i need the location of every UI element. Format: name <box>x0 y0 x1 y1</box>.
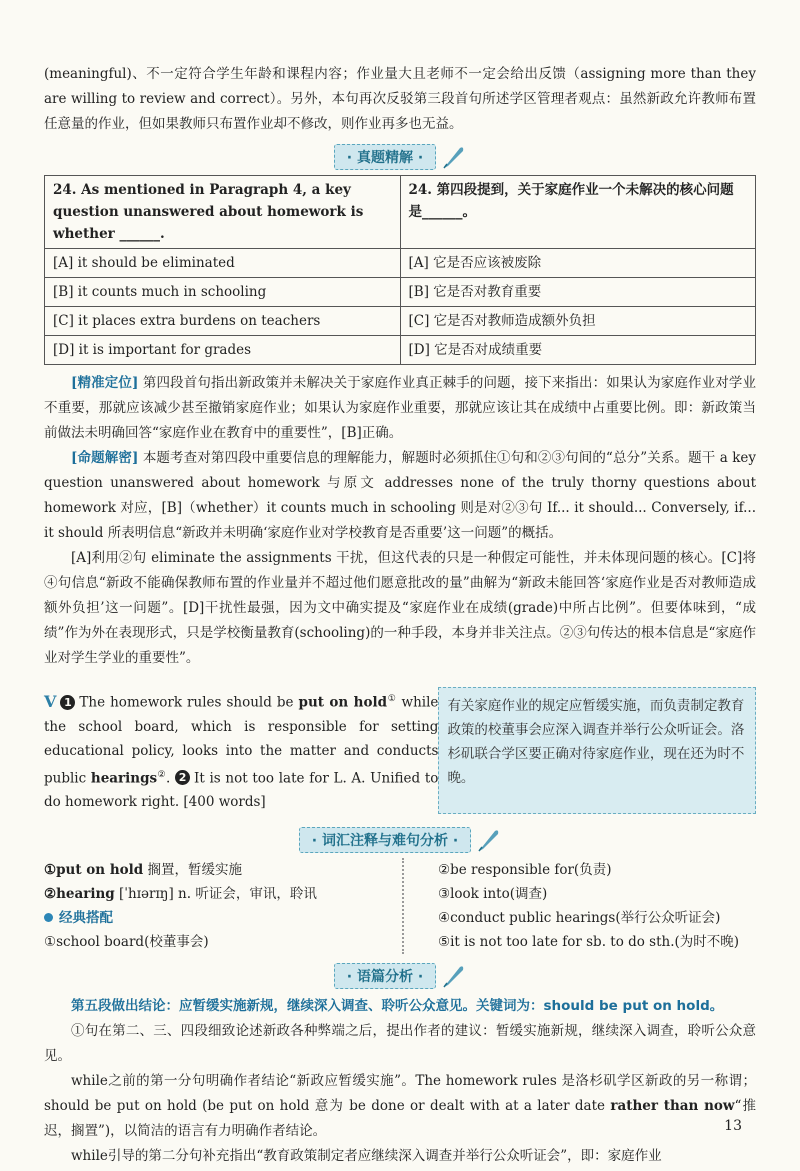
intro-paragraph: (meaningful)、不一定符合学生年龄和课程内容；作业量大且老师不一定会给出反馈（assigning more than they are willing to review and correct）。另外，本句再次反驳第三段首句所述学区管理者观点：虽然新政允许教师布置任意量的作业，但如果教师只布置作业却不修改，则作业再多也无益。 <box>44 66 756 132</box>
bullet-dot-icon <box>44 913 53 922</box>
discourse-paragraph: while之前的第一分句明确作者结论“新政应暂缓实施”。The homework rules 是洛杉矶学区新政的另一称谓；should be put on hold (be put on hold 意为 be done or dealt with at a later date rather than now“推迟，搁置”)，以简洁的语言有力明确作者结论。 <box>44 1073 756 1139</box>
keyword-hearings: hearings <box>90 770 158 786</box>
analysis-decode-text: 本题考查对第四段中重要信息的理解能力，解题时必须抓住①句和②③句间的“总分”关系。题干 a key question unanswered about homework 与原文 addresses none of the truly thorny questions about homework 对应，[B]（whether）it counts much in schooling 则是对②③句 If... it should... Conversely, if... it should 所表明信息“新政并未明确‘家庭作业对学校教育是否重要’这一问题”的概括。 <box>44 450 757 541</box>
collocation-item: ①school board(校董事会) <box>44 934 209 950</box>
analysis-decode <box>44 446 756 546</box>
option-d-en: [D] it is important for grades <box>45 336 401 365</box>
option-a-cn: [A] 它是否应该被废除 <box>400 249 756 278</box>
analysis-decode-tag: [命题解密] <box>71 450 139 466</box>
question-head-row <box>45 176 756 249</box>
keyword-put-on-hold: put on hold <box>298 694 388 711</box>
option-row <box>45 249 756 278</box>
option-row <box>45 307 756 336</box>
column-divider <box>402 858 420 954</box>
page-number: 13 <box>724 1118 742 1134</box>
vocab-item: ②hearing [ˈhɪərɪŋ] n. 听证会，审讯，聆讯 <box>44 886 317 902</box>
vocab-item: ⑤it is not too late for sb. to do sth.(为时不晚) <box>438 934 740 950</box>
quill-pen-icon <box>440 963 466 989</box>
banner-title: · 语篇分析 · <box>334 963 436 989</box>
discourse-paragraph: while引导的第二分句补充指出“教育政策制定者应继续深入调查并举行公众听证会”，即：家庭作业 <box>71 1148 662 1164</box>
banner-title: · 真题精解 · <box>334 144 436 170</box>
discourse-summary: 第五段做出结论：应暂缓实施新规，继续深入调查、聆听公众意见。关键词为：should be put on hold。 <box>71 998 724 1014</box>
discourse-paragraph: ①句在第二、三、四段细致论述新政各种弊端之后，提出作者的建议：暂缓实施新规，继续深入调查，聆听公众意见。 <box>44 1023 756 1064</box>
vocab-right-column <box>438 858 756 954</box>
vocab-left-column <box>44 858 384 954</box>
banner-discourse <box>44 962 756 990</box>
option-b-en: [B] it counts much in schooling <box>45 278 401 307</box>
collocation-heading: 经典搭配 <box>44 906 384 930</box>
banner-vocab <box>44 826 756 854</box>
vocab-section <box>44 858 756 954</box>
option-row <box>45 278 756 307</box>
vocab-item: ②be responsible for(负责) <box>438 862 612 878</box>
translation-box: 有关家庭作业的规定应暂缓实施，而负责制定教育政策的校董事会应深入调查并举行公众听证会。洛杉矶联合学区要正确对待家庭作业，现在还为时不晚。 <box>438 687 756 814</box>
option-c-en: [C] it places extra burdens on teachers <box>45 307 401 336</box>
page-content <box>44 62 756 1169</box>
vocab-item: ③look into(调查) <box>438 886 548 902</box>
question-cn: 24. 第四段提到，关于家庭作业一个未解决的核心问题是______。 <box>400 176 756 249</box>
paragraph-five-english <box>44 687 438 814</box>
analysis-locate-tag: [精准定位] <box>71 375 139 391</box>
quill-pen-icon <box>440 144 466 170</box>
paragraph-five <box>44 687 756 814</box>
option-a-en: [A] it should be eliminated <box>45 249 401 278</box>
question-en: 24. As mentioned in Paragraph 4, a key question unanswered about homework is whether ______. <box>45 176 401 249</box>
option-row <box>45 336 756 365</box>
vocab-item: ④conduct public hearings(举行公众听证会) <box>438 910 721 926</box>
option-c-cn: [C] 它是否对教师造成额外负担 <box>400 307 756 336</box>
option-b-cn: [B] 它是否对教育重要 <box>400 278 756 307</box>
section-marker: V <box>44 691 57 711</box>
vocab-item: ①put on hold 搁置，暂缓实施 <box>44 862 242 878</box>
analysis-locate-text: 第四段首句指出新政策并未解决关于家庭作业真正棘手的问题，接下来指出：如果认为家庭作业对学业不重要，那就应该减少甚至撤销家庭作业；如果认为家庭作业重要，那就应该让其在成绩中占重要比例。即：新政策当前做法未明确回答“家庭作业在教育中的重要性”，[B]正确。 <box>44 375 756 441</box>
banner-zhenti <box>44 143 756 171</box>
analysis-distractors: [A]利用②句 eliminate the assignments 干扰，但这代表的只是一种假定可能性，并未体现问题的核心。[C]将④句信息“新政不能确保教师布置的作业量并不超过他们愿意批改的量”曲解为“新政未能回答‘家庭作业是否对教师造成额外负担’这一问题”。[D]干扰性最强，因为文中确实提及“家庭作业在成绩(grade)中所占比例”。但要体味到，“成绩”作为外在表现形式，只是学校衡量教育(schooling)的一种手段，本身并非关注点。②③句传达的根本信息是“家庭作业对学生学业的重要性”。 <box>44 550 756 666</box>
sentence-number-1: 1 <box>60 695 75 710</box>
sentence-number-2: 2 <box>175 770 190 785</box>
option-d-cn: [D] 它是否对成绩重要 <box>400 336 756 365</box>
banner-title: · 词汇注释与难句分析 · <box>299 827 471 853</box>
question-table <box>44 175 756 365</box>
analysis-locate <box>44 371 756 446</box>
paragraph-five-text: V 1 The homework rules should be put on hold① while the school board, which is responsible for setting educational policy, looks into the matter and conducts public hearings②. 2 It is not too late for L. A. Unified to do homework right. [400 words] <box>44 691 439 810</box>
quill-pen-icon <box>475 827 501 853</box>
